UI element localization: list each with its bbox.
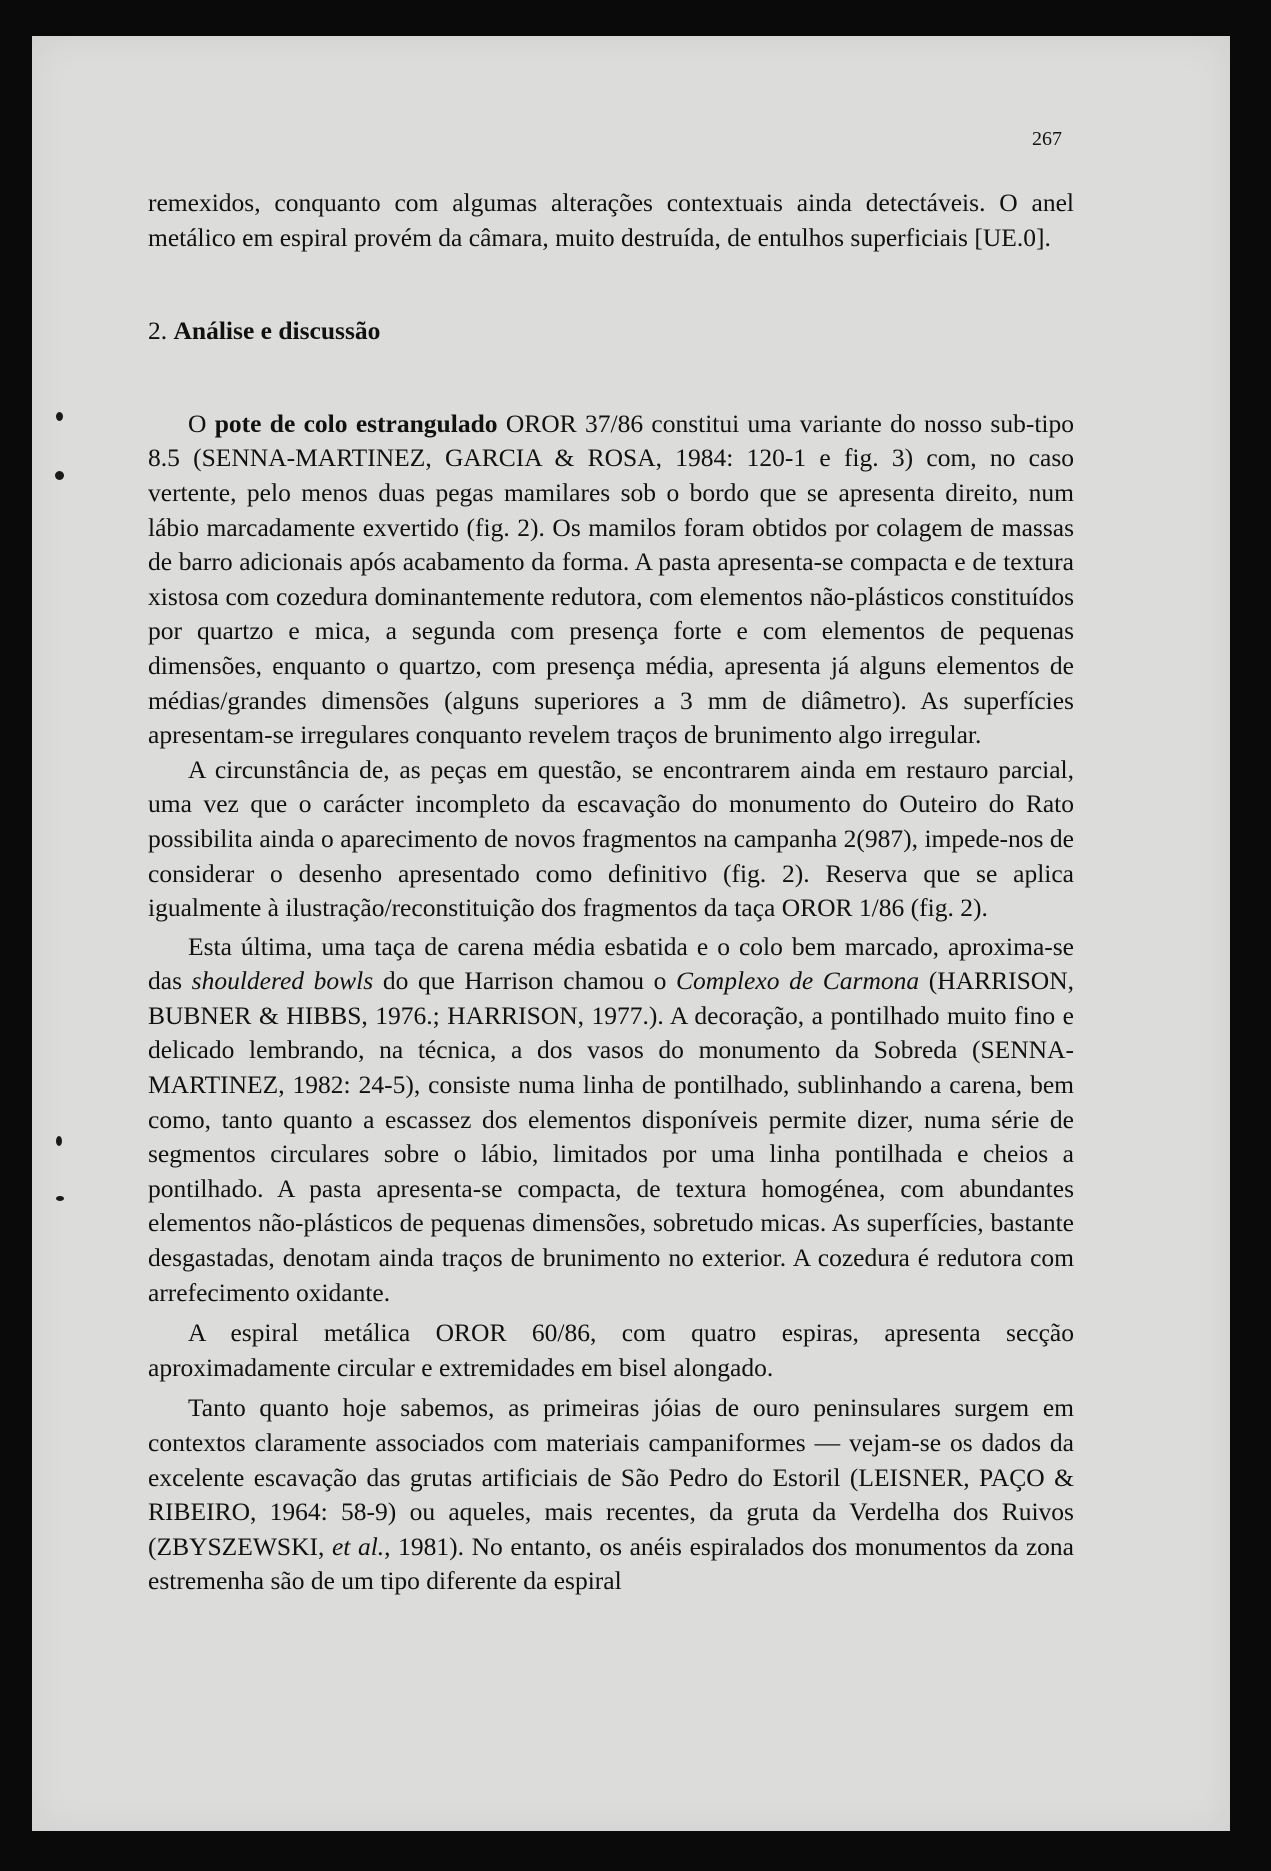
paragraph-taca-text-2: do que Harrison chamou o	[373, 966, 677, 996]
paragraph-joias	[148, 1391, 1074, 1599]
paragraph-taca-italic-2: Complexo de Carmona	[676, 966, 920, 996]
paragraph-pote-bold: pote de colo estrangulado	[214, 408, 498, 438]
paragraph-taca-text-1: Esta última, uma taça de carena média esbatida e o colo bem marcado, aproxima-se das	[148, 931, 1074, 996]
paragraph-taca-text-3: (HARRISON, BUBNER & HIBBS, 1976.; HARRISON, 1977.). A decoração, a pontilhado muito fino e delicado lembrando, na técnica, a dos vasos do monumento da Sobreda (SENNA-MARTINEZ, 1982: 24-5), consiste numa linha de pontilhado, sublinhando a carena, bem como, tanto quanto a escassez dos elementos disponíveis permite dizer, numa série de segmentos circulares sobre o lábio, limitados por uma linha pontilhada e cheios a pontilhado. A pasta apresenta-se compacta, de textura homogénea, com abundantes elementos não-plásticos de pequenas dimensões, sobretudo micas. As superfícies, bastante desgastadas, denotam ainda traços de brunimento no exterior. A cozedura é redutora com arrefecimento oxidante.	[148, 966, 1075, 1307]
margin-ink-dot	[56, 1196, 64, 1201]
section-heading	[148, 314, 1074, 349]
section-title: Análise e discussão	[173, 316, 381, 346]
paragraph-taca-italic-1: shouldered bowls	[191, 966, 374, 996]
document-page	[32, 36, 1230, 1831]
paragraph-joias-italic: et al.	[331, 1531, 385, 1561]
margin-ink-dot	[55, 471, 64, 480]
paragraph-joias-text-2: , 1981). No entanto, os anéis espiralados dos monumentos da zona estremenha são de um tipo diferente da espiral	[148, 1531, 1074, 1596]
paragraph-pote-lead: O	[188, 408, 215, 438]
body-text	[148, 186, 1074, 1599]
margin-ink-dot	[56, 412, 63, 421]
intro-paragraph: remexidos, conquanto com algumas alterações contextuais ainda detectáveis. O anel metálico em espiral provém da câmara, muito destruída, de entulhos superficiais [UE.0].	[148, 188, 1074, 252]
paragraph-pote	[148, 407, 1074, 753]
section-number: 2.	[148, 316, 168, 346]
paragraph-pote-text: OROR 37/86 constitui uma variante do nosso sub-tipo 8.5 (SENNA-MARTINEZ, GARCIA & ROSA, 1984: 120-1 e fig. 3) com, no caso vertente, pelo menos duas pegas mamilares sob o bordo que se apresenta direito, num lábio marcadamente exvertido (fig. 2). Os mamilos foram obtidos por colagem de massas de barro adicionais após acabamento da forma. A pasta apresenta-se compacta e de textura xistosa com cozedura dominantemente redutora, com elementos não-plásticos constituídos por quartzo e mica, a segunda com presença forte e com elementos de pequenas dimensões, enquanto o quartzo, com presença média, apresenta já alguns elementos de médias/grandes dimensões (alguns superiores a 3 mm de diâmetro). As superfícies apresentam-se irregulares conquanto revelem traços de brunimento algo irregular.	[148, 408, 1074, 750]
paragraph-joias-text-1: Tanto quanto hoje sabemos, as primeiras jóias de ouro peninsulares surgem em contextos claramente associados com materiais campaniformes — vejam-se os dados da excelente escavação das grutas artificiais de São Pedro do Estoril (LEISNER, PAÇO & RIBEIRO, 1964: 58-9) ou aqueles, mais recentes, da gruta da Verdelha dos Ruivos (ZBYSZEWSKI,	[148, 1393, 1074, 1561]
paragraph-espiral: A espiral metálica OROR 60/86, com quatro espiras, apresenta secção aproximadamente circular e extremidades em bisel alongado.	[148, 1318, 1074, 1382]
page-number: 267	[1032, 128, 1062, 150]
paragraph-taca	[148, 930, 1074, 1311]
paragraph-restauro: A circunstância de, as peças em questão, se encontrarem ainda em restauro parcial, uma vez que o carácter incompleto da escavação do monumento do Outeiro do Rato possibilita ainda o aparecimento de novos fragmentos na campanha 2(987), impede-nos de considerar o desenho apresentado como definitivo (fig. 2). Reserva que se aplica igualmente à ilustração/reconstituição dos fragmentos da taça OROR 1/86 (fig. 2).	[148, 754, 1074, 923]
margin-ink-dot	[56, 1136, 62, 1146]
